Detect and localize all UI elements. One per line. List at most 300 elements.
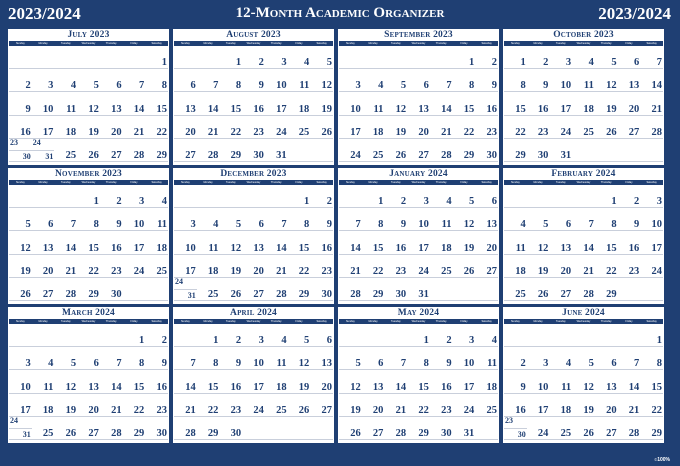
day-cell (572, 255, 595, 278)
day-number: 14 (583, 242, 594, 254)
day-cell (362, 347, 385, 370)
day-cell (430, 394, 453, 417)
day-cell (430, 231, 453, 254)
day-cell (123, 255, 146, 278)
day-cell (77, 417, 100, 440)
day-number: 25 (486, 404, 497, 416)
day-cell (384, 370, 407, 393)
day-number: 3 (656, 196, 662, 208)
weekday-label: Thursday (105, 42, 117, 45)
day-number: 11 (583, 80, 594, 92)
day-number: 27 (372, 428, 384, 439)
day-number: 28 (350, 289, 361, 300)
day-number: 22 (372, 265, 384, 277)
day-number: 5 (25, 219, 31, 231)
weekday-label: Tuesday (390, 181, 401, 184)
day-cell (100, 139, 123, 162)
day-number: 26 (88, 150, 99, 161)
day-cell (362, 208, 385, 231)
day-number: 1 (656, 335, 662, 347)
day-number: 7 (656, 57, 662, 69)
day-number: 30 (230, 428, 242, 439)
empty-cell (430, 46, 453, 69)
day-cell (145, 417, 168, 440)
day-number: 18 (276, 381, 287, 393)
day-cell (197, 324, 220, 347)
day-number: 23 (10, 137, 18, 147)
day-number: 11 (299, 80, 310, 92)
day-number: 13 (418, 103, 429, 115)
day-number: 4 (588, 57, 594, 69)
day-cell (430, 92, 453, 115)
day-number: 27 (42, 289, 54, 300)
day-cell (310, 116, 333, 139)
day-cell (453, 185, 476, 208)
day-number: 18 (65, 126, 77, 138)
day-number: 9 (258, 80, 264, 92)
day-number: 25 (441, 265, 452, 277)
empty-cell (407, 46, 430, 69)
weekday-label: Sunday (180, 320, 190, 323)
day-cell (384, 278, 407, 301)
day-cell (77, 347, 100, 370)
day-number: 29 (463, 150, 475, 161)
day-cell (640, 417, 663, 440)
day-cell (384, 116, 407, 139)
day-cell (384, 92, 407, 115)
day-number: 25 (42, 428, 54, 439)
weekday-label: Sunday (180, 181, 190, 184)
day-number: 28 (207, 150, 219, 161)
day-number: 22 (463, 126, 475, 138)
day-number: 10 (42, 103, 54, 115)
month-title: April 2024 (230, 308, 277, 318)
day-number: 10 (537, 381, 549, 393)
day-number: 15 (418, 381, 429, 393)
day-cell (453, 139, 476, 162)
empty-cell (384, 46, 407, 69)
day-number: 21 (111, 404, 122, 416)
day-cell (549, 394, 572, 417)
day-number: 7 (281, 219, 287, 231)
day-number: 9 (634, 219, 640, 231)
day-cell (32, 370, 55, 393)
weekday-label: Sunday (345, 42, 355, 45)
day-cell (54, 231, 77, 254)
day-cell (384, 394, 407, 417)
day-number: 26 (537, 289, 549, 300)
month-calendar (173, 29, 334, 165)
day-number: 15 (133, 381, 145, 393)
day-number: 21 (133, 126, 145, 138)
empty-cell (265, 185, 288, 208)
day-cell (197, 231, 220, 254)
empty-cell (572, 185, 595, 208)
day-cell (549, 417, 572, 440)
empty-cell (9, 324, 32, 347)
day-cell (219, 231, 242, 254)
day-cell (123, 139, 146, 162)
day-number: 20 (185, 126, 196, 138)
day-cell (504, 139, 527, 162)
day-number: 11 (561, 381, 572, 393)
day-cell (339, 278, 362, 301)
day-cell (339, 255, 362, 278)
day-number: 6 (258, 219, 264, 231)
day-number: 1 (93, 196, 99, 208)
day-number: 21 (185, 404, 196, 416)
day-cell (242, 394, 265, 417)
day-number: 29 (156, 150, 167, 161)
day-cell (174, 370, 197, 393)
day-cell (54, 278, 77, 301)
day-cell (288, 116, 311, 139)
day-cell (640, 394, 663, 417)
day-number: 16 (230, 381, 242, 393)
day-number: 13 (372, 381, 384, 393)
day-cell (430, 139, 453, 162)
day-number: 31 (45, 152, 54, 161)
weekday-label: Thursday (270, 42, 282, 45)
day-number: 8 (520, 80, 526, 92)
day-number: 18 (583, 103, 594, 115)
day-number: 5 (326, 57, 332, 69)
day-cell (219, 208, 242, 231)
day-cell (54, 370, 77, 393)
day-number: 29 (651, 428, 662, 439)
day-number: 28 (185, 428, 196, 439)
day-number: 8 (611, 219, 617, 231)
day-number: 20 (111, 126, 122, 138)
day-cell (219, 255, 242, 278)
day-cell (384, 231, 407, 254)
day-cell (100, 417, 123, 440)
empty-cell (145, 278, 168, 301)
day-cell (174, 139, 197, 162)
day-number: 2 (491, 57, 497, 69)
empty-cell (123, 278, 146, 301)
day-cell (362, 116, 385, 139)
day-number: 22 (298, 265, 310, 277)
day-cell (54, 69, 77, 92)
empty-cell (197, 46, 220, 69)
weekday-label: Wednesday (81, 42, 96, 45)
day-number: 23 (441, 404, 452, 416)
day-number: 17 (418, 242, 429, 254)
weekday-label: Friday (625, 181, 633, 184)
day-number: 15 (88, 242, 99, 254)
day-cell (219, 394, 242, 417)
day-number: 31 (418, 289, 429, 300)
day-number: 22 (133, 404, 145, 416)
day-number: 3 (543, 358, 549, 370)
day-cell (430, 208, 453, 231)
day-cell (9, 208, 32, 231)
day-number: 2 (258, 57, 264, 69)
day-cell (100, 394, 123, 417)
month-calendar (338, 307, 499, 443)
day-cell (288, 69, 311, 92)
day-cell (145, 185, 168, 208)
empty-cell (504, 185, 527, 208)
day-number: 28 (276, 289, 287, 300)
day-cell (265, 231, 288, 254)
day-grid (9, 46, 168, 162)
weekday-label: Tuesday (60, 320, 71, 323)
day-number: 16 (628, 242, 640, 254)
weekday-label: Friday (295, 320, 303, 323)
day-number: 17 (537, 404, 549, 416)
day-cell (640, 116, 663, 139)
day-cell (339, 417, 362, 440)
day-cell (145, 347, 168, 370)
weekday-label: Monday (368, 181, 378, 184)
day-number: 16 (486, 103, 497, 115)
day-cell (549, 255, 572, 278)
day-cell (430, 370, 453, 393)
weekday-label: Sunday (15, 181, 25, 184)
day-cell (265, 92, 288, 115)
day-cell (453, 370, 476, 393)
day-cell (197, 116, 220, 139)
day-cell (197, 394, 220, 417)
day-number: 14 (207, 103, 219, 115)
day-cell (100, 370, 123, 393)
day-number: 11 (157, 219, 167, 231)
empty-cell (100, 324, 123, 347)
day-number: 18 (560, 404, 572, 416)
day-number: 22 (606, 265, 617, 277)
day-number: 8 (213, 358, 219, 370)
day-number: 31 (187, 291, 196, 300)
month-title: March 2024 (62, 308, 115, 318)
weekday-label: Wednesday (81, 181, 96, 184)
day-number: 13 (111, 103, 122, 115)
day-number: 6 (634, 57, 640, 69)
day-number: 24 (463, 404, 475, 416)
day-number: 30 (395, 289, 407, 300)
day-cell (197, 347, 220, 370)
day-number: 23 (505, 415, 513, 425)
weekday-label: Friday (460, 42, 468, 45)
day-cell (527, 116, 550, 139)
empty-cell (310, 417, 333, 440)
day-number: 2 (446, 335, 452, 347)
day-number: 19 (298, 381, 310, 393)
day-cell (618, 46, 641, 69)
day-cell (288, 278, 311, 301)
day-number: 27 (560, 289, 572, 300)
day-cell (123, 417, 146, 440)
day-cell (265, 324, 288, 347)
day-number: 27 (606, 428, 617, 439)
day-number: 24 (175, 276, 183, 286)
day-cell (407, 208, 430, 231)
day-number: 21 (276, 265, 287, 277)
empty-cell (618, 139, 641, 162)
day-cell (527, 92, 550, 115)
day-cell (9, 116, 32, 139)
day-cell (100, 208, 123, 231)
day-cell (475, 370, 498, 393)
day-number: 4 (281, 335, 287, 347)
weekday-label: Thursday (600, 181, 612, 184)
day-cell (595, 231, 618, 254)
day-cell (549, 46, 572, 69)
day-number: 23 (253, 126, 264, 138)
day-number: 7 (116, 358, 122, 370)
day-cell (288, 208, 311, 231)
day-cell (595, 417, 618, 440)
weekday-label: Wednesday (576, 42, 591, 45)
day-number: 2 (25, 80, 31, 92)
day-number: 16 (20, 126, 31, 138)
day-cell (100, 116, 123, 139)
day-number: 30 (321, 289, 332, 300)
day-cell (618, 208, 641, 231)
weekday-label: Wednesday (576, 320, 591, 323)
day-number: 3 (281, 57, 287, 69)
day-cell (288, 394, 311, 417)
day-cell (77, 255, 100, 278)
day-cell (145, 116, 168, 139)
day-number: 29 (372, 289, 384, 300)
day-number: 29 (418, 428, 429, 439)
empty-cell (54, 185, 77, 208)
day-cell (197, 208, 220, 231)
day-cell (475, 116, 498, 139)
day-number: 27 (88, 428, 99, 439)
day-number: 24 (133, 265, 145, 277)
day-cell (504, 46, 527, 69)
day-cell (197, 417, 220, 440)
day-number: 10 (560, 80, 572, 92)
day-number: 1 (161, 57, 167, 69)
empty-cell (572, 139, 595, 162)
day-number: 1 (611, 196, 617, 208)
day-number: 23 (156, 404, 167, 416)
day-number: 22 (88, 265, 99, 277)
day-number: 10 (253, 358, 264, 370)
day-number: 15 (372, 242, 384, 254)
day-number: 30 (537, 150, 549, 161)
day-number: 7 (446, 80, 452, 92)
weekday-label: Wednesday (411, 320, 426, 323)
day-number: 22 (515, 126, 526, 138)
day-number: 20 (486, 242, 497, 254)
day-number: 25 (372, 150, 384, 161)
day-number: 2 (161, 335, 167, 347)
day-number: 7 (190, 358, 196, 370)
month-calendar (503, 29, 664, 165)
day-number: 10 (20, 381, 31, 393)
day-number: 29 (230, 150, 242, 161)
day-number: 2 (235, 335, 242, 347)
empty-cell (242, 417, 265, 440)
day-cell (174, 69, 197, 92)
day-cell (640, 231, 663, 254)
day-number: 15 (298, 242, 310, 254)
day-cell (527, 46, 550, 69)
empty-cell (362, 46, 385, 69)
day-cell (595, 255, 618, 278)
day-cell (640, 370, 663, 393)
weekday-label: Saturday (646, 320, 657, 323)
day-number: 20 (418, 126, 429, 138)
day-number: 26 (20, 289, 31, 300)
day-number: 25 (515, 289, 526, 300)
day-cell (407, 69, 430, 92)
day-number: 17 (185, 265, 196, 277)
weekday-label: Friday (130, 42, 138, 45)
month-calendar (338, 29, 499, 165)
day-number: 8 (139, 358, 145, 370)
day-cell (32, 347, 55, 370)
weekday-label: Tuesday (225, 42, 236, 45)
weekday-label: Monday (203, 181, 213, 184)
day-cell (123, 394, 146, 417)
day-grid (339, 46, 498, 162)
weekday-label: Sunday (510, 320, 520, 323)
day-cell (123, 185, 146, 208)
day-cell (595, 46, 618, 69)
weekday-label: Tuesday (225, 320, 236, 323)
weekday-label: Wednesday (411, 42, 426, 45)
day-cell (54, 139, 77, 162)
day-cell (265, 139, 288, 162)
day-cell (219, 46, 242, 69)
weekday-label: Tuesday (60, 42, 71, 45)
empty-cell (618, 324, 641, 347)
day-grid (504, 46, 663, 162)
day-cell (100, 185, 123, 208)
day-number: 9 (543, 80, 549, 92)
day-number: 10 (350, 103, 361, 115)
day-cell (77, 139, 100, 162)
weekday-label: Friday (625, 42, 633, 45)
day-number: 17 (276, 103, 287, 115)
day-number: 6 (491, 196, 497, 208)
empty-cell (77, 324, 100, 347)
day-number: 25 (207, 289, 219, 300)
day-number: 30 (517, 430, 526, 439)
day-cell (595, 370, 618, 393)
day-cell (430, 255, 453, 278)
day-cell (640, 255, 663, 278)
empty-cell (504, 324, 527, 347)
day-grid (174, 324, 333, 440)
day-number: 14 (111, 381, 122, 393)
weekday-label: Thursday (435, 42, 447, 45)
day-number: 18 (42, 404, 54, 416)
day-cell (504, 116, 527, 139)
day-cell (453, 347, 476, 370)
weekday-label: Sunday (345, 320, 355, 323)
day-cell (242, 69, 265, 92)
weekday-label: Tuesday (555, 181, 566, 184)
weekday-label: Monday (533, 181, 543, 184)
month-calendar (8, 307, 169, 443)
day-number: 9 (400, 219, 407, 231)
day-number: 13 (42, 242, 54, 254)
day-cell (453, 255, 476, 278)
weekday-label: Monday (203, 320, 213, 323)
day-number: 11 (208, 242, 219, 254)
day-number: 14 (185, 381, 196, 393)
day-number: 19 (463, 242, 475, 254)
day-grid (174, 185, 333, 301)
month-title: September 2023 (384, 30, 453, 40)
